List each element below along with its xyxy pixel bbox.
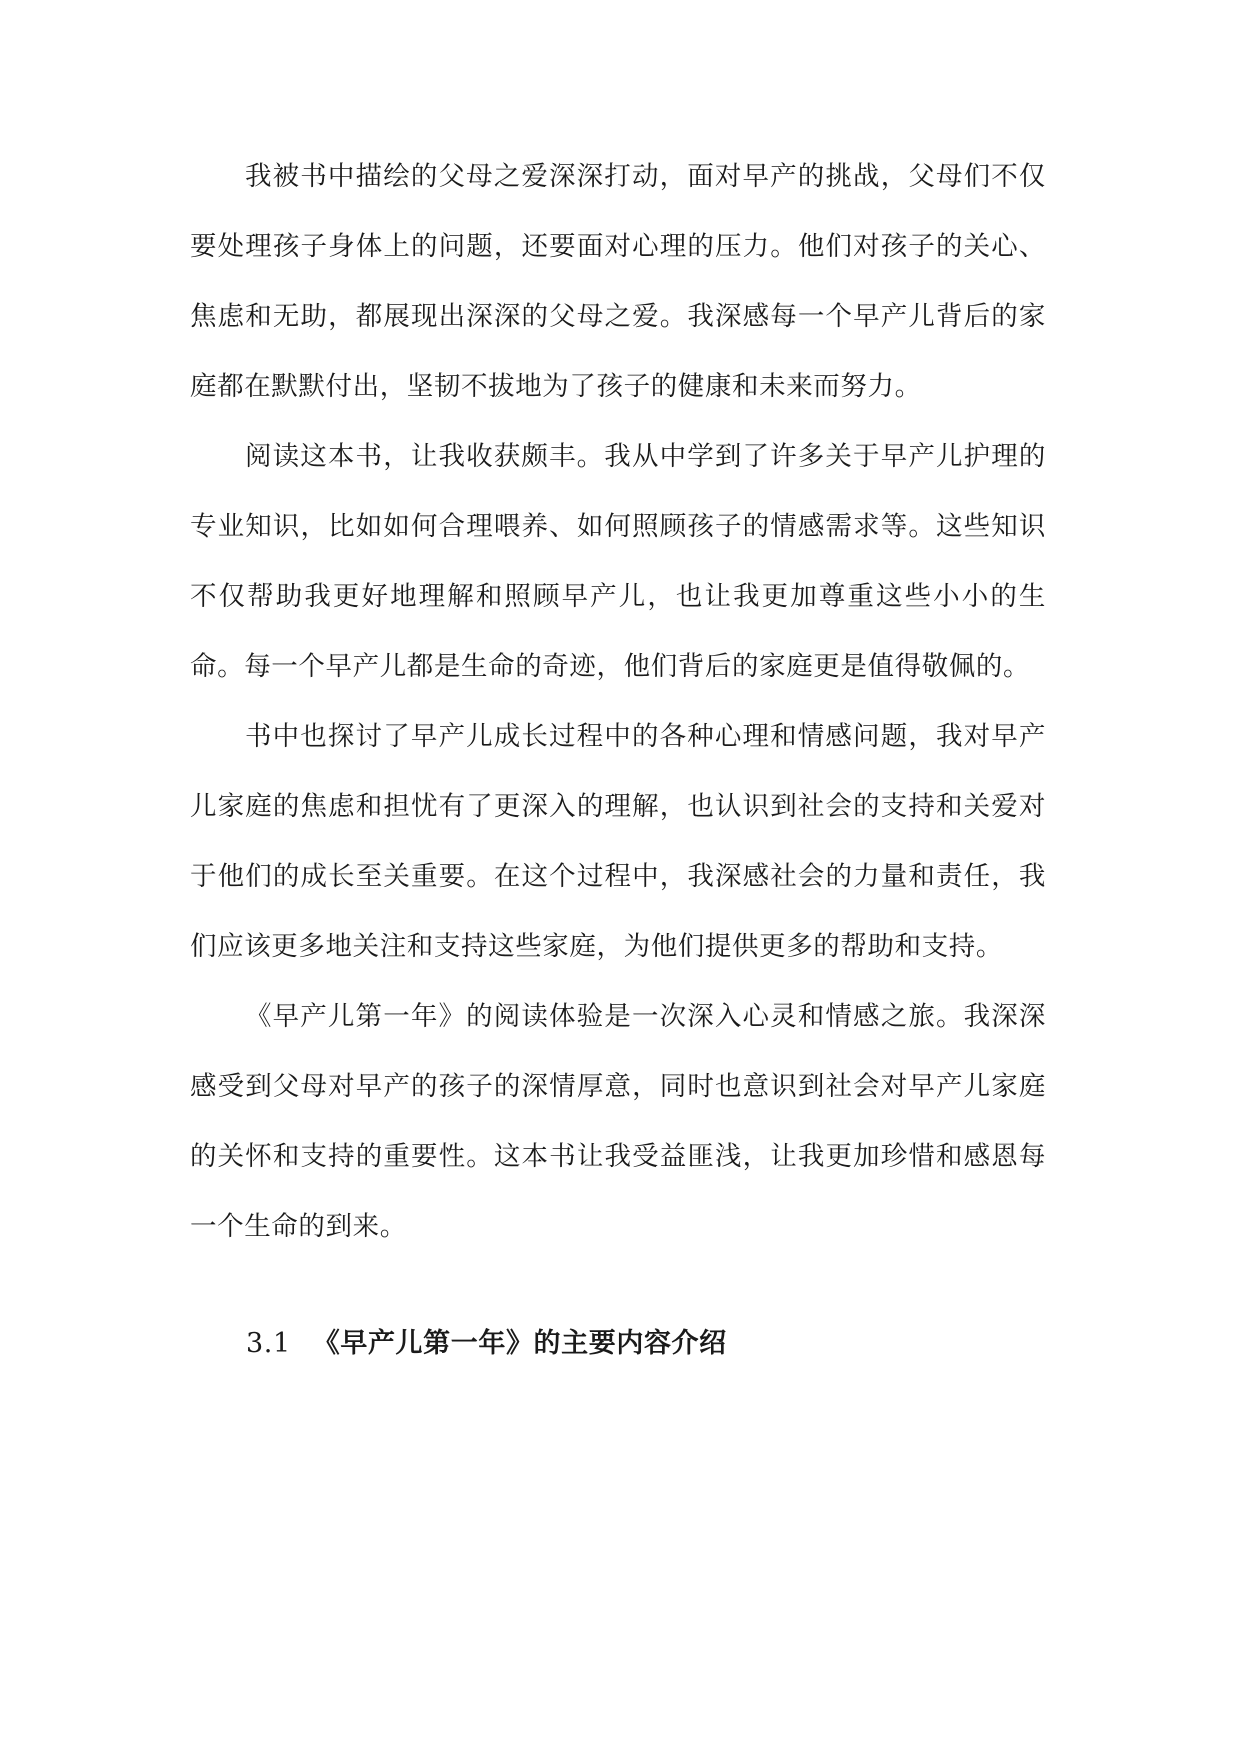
paragraph-3: 书中也探讨了早产儿成长过程中的各种心理和情感问题，我对早产儿家庭的焦虑和担忧有了更深入的理解，也认识到社会的支持和关爱对于他们的成长至关重要。在这个过程中，我深感社会的力量和责任，我们应该更多地关注和支持这些家庭，为他们提供更多的帮助和支持。 (190, 721, 1046, 962)
section-title: 《早产儿第一年》的主要内容介绍 (312, 1328, 727, 1359)
document-body (190, 142, 1046, 1364)
paragraph-1: 我被书中描绘的父母之爱深深打动，面对早产的挑战，父母们不仅要处理孩子身体上的问题，还要面对心理的压力。他们对孩子的关心、焦虑和无助，都展现出深深的父母之爱。我深感每一个早产儿背后的家庭都在默默付出，坚韧不拔地为了孩子的健康和未来而努力。 (190, 161, 1046, 402)
paragraph-4: 《早产儿第一年》的阅读体验是一次深入心灵和情感之旅。我深深感受到父母对早产的孩子的深情厚意，同时也意识到社会对早产儿家庭的关怀和支持的重要性。这本书让我受益匪浅，让我更加珍惜和感恩每一个生命的到来。 (190, 1001, 1046, 1242)
section-heading (190, 1324, 1046, 1364)
paragraph-2: 阅读这本书，让我收获颇丰。我从中学到了许多关于早产儿护理的专业知识，比如如何合理喂养、如何照顾孩子的情感需求等。这些知识不仅帮助我更好地理解和照顾早产儿，也让我更加尊重这些小小的生命。每一个早产儿都是生命的奇迹，他们背后的家庭更是值得敬佩的。 (190, 441, 1046, 682)
section-number: 3.1 (246, 1328, 291, 1359)
